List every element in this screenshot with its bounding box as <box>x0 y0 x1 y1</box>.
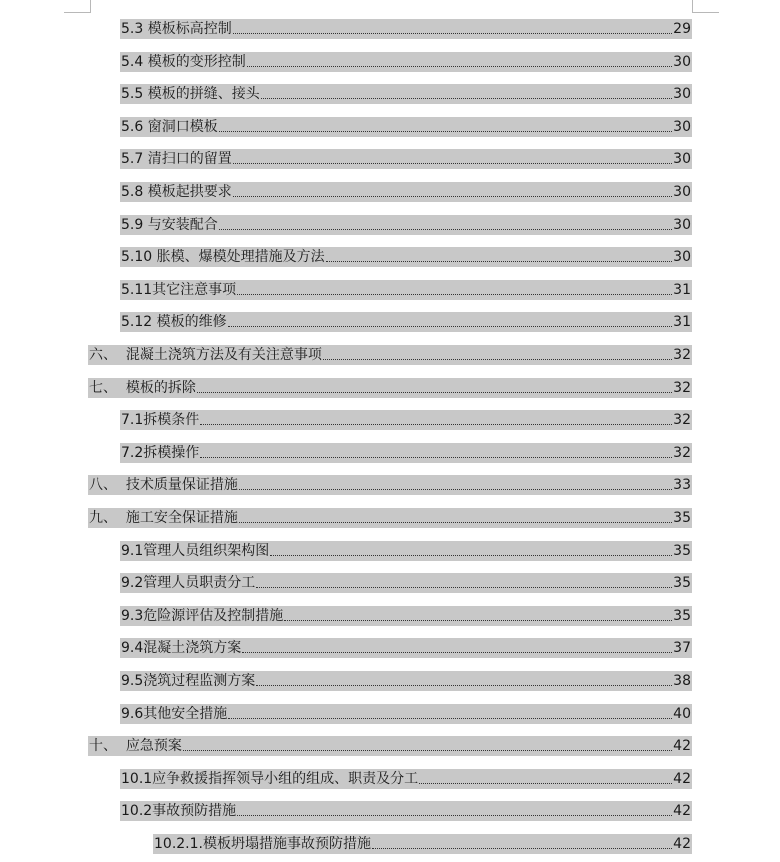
toc-entry-title: 9.3危险源评估及控制措施 <box>121 607 284 624</box>
toc-dot-leader <box>237 815 672 816</box>
toc-entry-title: 10.2.1.模板坍塌措施事故预防措施 <box>154 836 371 852</box>
toc-dot-leader <box>233 33 672 34</box>
toc-entry[interactable] <box>120 280 692 300</box>
toc-dot-leader <box>228 718 672 719</box>
toc-entry-title: 八、 技术质量保证措施 <box>89 477 238 494</box>
toc-page-number: 35 <box>673 607 691 624</box>
toc-dot-leader <box>256 587 672 588</box>
toc-dot-leader <box>228 326 672 327</box>
toc-dot-leader <box>284 620 672 621</box>
toc-page-number: 40 <box>673 705 691 722</box>
toc-dot-leader <box>326 261 672 262</box>
toc-page-number: 42 <box>673 803 691 820</box>
toc-page-number: 35 <box>673 510 691 526</box>
toc-entry-title: 7.1拆模条件 <box>121 412 200 429</box>
toc-entry[interactable] <box>120 149 692 169</box>
toc-page-number: 31 <box>673 314 691 331</box>
toc-page-number: 29 <box>673 21 691 37</box>
toc-entry-title: 5.11其它注意事项 <box>121 281 237 298</box>
toc-entry-title: 5.4 模板的变形控制 <box>121 53 246 70</box>
toc-entry[interactable] <box>120 801 692 821</box>
toc-entry[interactable] <box>120 84 692 104</box>
toc-dot-leader <box>233 196 672 197</box>
toc-page-number: 30 <box>673 151 691 168</box>
toc-entry[interactable] <box>120 638 692 658</box>
toc-entry[interactable] <box>120 19 692 39</box>
toc-entry[interactable] <box>120 671 692 691</box>
toc-entry[interactable] <box>120 182 692 202</box>
toc-page-number: 37 <box>673 640 691 657</box>
toc-entry-title: 5.9 与安装配合 <box>121 216 218 233</box>
toc-entry-title: 5.12 模板的维修 <box>121 314 227 331</box>
toc-page-number: 42 <box>673 770 691 787</box>
toc-entry-title: 9.4混凝土浇筑方案 <box>121 640 242 657</box>
toc-page-number: 38 <box>673 673 691 689</box>
toc-dot-leader <box>419 783 672 784</box>
toc-dot-leader <box>261 98 672 99</box>
toc-dot-leader <box>237 294 672 295</box>
toc-entry[interactable] <box>120 573 692 593</box>
toc-page-number: 30 <box>673 184 691 200</box>
toc-entry-title: 10.1应争救援指挥领导小组的组成、职责及分工 <box>121 770 419 787</box>
toc-entry-title: 9.1管理人员组织架构图 <box>121 542 270 559</box>
toc-page-number: 42 <box>673 738 691 755</box>
toc-entry[interactable] <box>120 410 692 430</box>
toc-entry-title: 9.5浇筑过程监测方案 <box>121 673 256 689</box>
toc-entry[interactable] <box>153 834 692 854</box>
toc-page-number: 35 <box>673 542 691 559</box>
toc-entry-title: 7.2拆模操作 <box>121 444 200 461</box>
toc-page-number: 30 <box>673 249 691 266</box>
toc-page-number: 33 <box>673 477 691 494</box>
toc-page-number: 35 <box>673 575 691 592</box>
toc-page-number: 30 <box>673 53 691 70</box>
toc-dot-leader <box>219 229 672 230</box>
toc-entry[interactable] <box>120 52 692 72</box>
toc-entry-title: 10.2事故预防措施 <box>121 803 237 820</box>
toc-dot-leader <box>323 359 672 360</box>
toc-dot-leader <box>242 652 672 653</box>
toc-page-number: 42 <box>673 836 691 852</box>
toc-dot-leader <box>183 750 672 751</box>
toc-entry[interactable] <box>88 378 692 398</box>
toc-dot-leader <box>200 424 672 425</box>
toc-entry[interactable] <box>88 736 692 756</box>
toc-dot-leader <box>197 392 672 393</box>
toc-entry-title: 九、 施工安全保证措施 <box>89 510 238 526</box>
toc-page-number: 30 <box>673 86 691 103</box>
toc-dot-leader <box>219 131 672 132</box>
toc-page-number: 32 <box>673 444 691 461</box>
toc-dot-leader <box>233 163 672 164</box>
toc-dot-leader <box>256 685 672 686</box>
toc-dot-leader <box>270 555 672 556</box>
toc-dot-leader <box>247 66 672 67</box>
toc-entry-title: 5.5 模板的拼缝、接头 <box>121 86 260 103</box>
toc-entry[interactable] <box>120 215 692 235</box>
toc-entry-title: 七、 模板的拆除 <box>89 379 196 396</box>
toc-dot-leader <box>239 522 672 523</box>
toc-dot-leader <box>200 457 672 458</box>
toc-entry-title: 六、 混凝土浇筑方法及有关注意事项 <box>89 347 322 363</box>
toc-entry-title: 十、 应急预案 <box>89 738 182 755</box>
toc-entry[interactable] <box>120 606 692 626</box>
toc-entry[interactable] <box>120 117 692 137</box>
toc-entry-title: 5.3 模板标高控制 <box>121 21 232 37</box>
toc-page-number: 32 <box>673 412 691 429</box>
toc-entry[interactable] <box>88 345 692 365</box>
toc-dot-leader <box>372 848 672 849</box>
toc-page-number: 32 <box>673 379 691 396</box>
toc-entry-title: 5.8 模板起拱要求 <box>121 184 232 200</box>
toc-entry[interactable] <box>120 312 692 332</box>
toc-entry[interactable] <box>120 769 692 789</box>
toc-entry[interactable] <box>120 541 692 561</box>
toc-page-number: 30 <box>673 216 691 233</box>
toc-entry-title: 5.10 胀模、爆模处理措施及方法 <box>121 249 325 266</box>
toc-entry[interactable] <box>120 704 692 724</box>
toc-dot-leader <box>239 489 672 490</box>
toc-page-number: 31 <box>673 281 691 298</box>
toc-page-number: 30 <box>673 118 691 135</box>
toc-entry[interactable] <box>88 508 692 528</box>
toc-entry[interactable] <box>88 475 692 495</box>
toc-entry-title: 9.2管理人员职责分工 <box>121 575 256 592</box>
toc-entry-title: 9.6其他安全措施 <box>121 705 228 722</box>
toc-entry-title: 5.6 窗洞口模板 <box>121 118 218 135</box>
toc-page-number: 32 <box>673 347 691 363</box>
toc-entry[interactable] <box>120 443 692 463</box>
toc-entry-title: 5.7 清扫口的留置 <box>121 151 232 168</box>
toc-entry[interactable] <box>120 247 692 267</box>
